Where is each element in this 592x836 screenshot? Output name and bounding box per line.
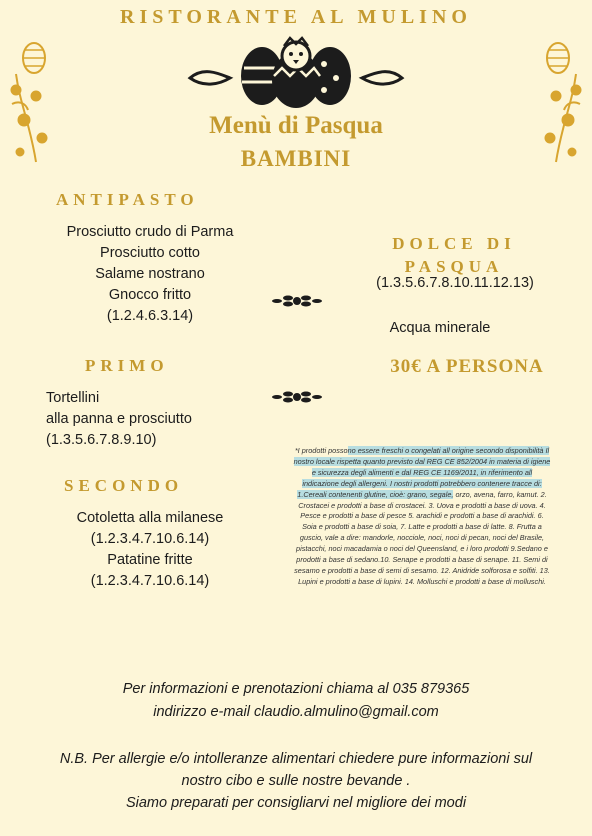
contact-info: Per informazioni e prenotazioni chiama al 035 879365 <box>122 681 470 697</box>
list-item: Cotoletta alla milanese <box>76 510 224 526</box>
allergen-codes: (1.2.3.4.7.10.6.14) <box>90 531 210 547</box>
allergen-note-highlight: no essere freschi o congelati all origine secondo disponibilità Il nostro locale rispetta quanto previsto dal REG CE 852/2004 in materia di igiene e sicurezza degli alimenti e dal REG CE 1169/2011, in riferimento all indicazione degli allergeni. I nostri prodotti potrebbero contenere tracce di: 1.Cereali contenenti glutine, cioè: grano, segale, <box>293 446 551 499</box>
list-item: Salame nostrano <box>95 266 205 282</box>
leaf-divider-icon <box>270 388 324 406</box>
allergen-codes: (1.3.5.6.7.8.10.11.12.13) <box>376 275 534 291</box>
dolce-heading-line1: DOLCE DI <box>392 234 516 253</box>
primo-heading: PRIMO <box>85 356 169 375</box>
allergy-notice-line: Siamo preparati per consigliarvi nel migliore dei modi <box>125 795 467 811</box>
allergy-notice-line: nostro cibo e sulle nostre bevande . <box>181 773 411 789</box>
allergen-codes: (1.3.5.6.7.8.9.10) <box>46 432 157 448</box>
menu-subtitle: BAMBINI <box>240 146 352 171</box>
secondo-list <box>40 508 260 592</box>
list-item: Tortellini <box>46 390 100 406</box>
list-item: Prosciutto cotto <box>100 245 200 261</box>
primo-list <box>46 388 192 451</box>
floral-corner-right-icon <box>536 34 586 164</box>
drink-item: Acqua minerale <box>389 320 491 336</box>
secondo-heading: SECONDO <box>64 476 184 495</box>
restaurant-name: RISTORANTE AL MULINO <box>120 6 472 28</box>
dolce-heading <box>370 232 538 278</box>
list-item: alla panna e prosciutto <box>46 411 192 427</box>
price: 30€ A PERSONA <box>390 356 544 377</box>
menu-title: Menù di Pasqua <box>209 112 383 139</box>
allergen-codes: (1.2.3.4.7.10.6.14) <box>90 573 210 589</box>
leaf-divider-icon <box>270 292 324 310</box>
allergen-note <box>293 446 551 588</box>
allergen-note-end: orzo, avena, farro, kamut. 2. Crostacei e prodotti a base di crostacei. 3. Uova e prodotti a base di uova. 4. Pesce e prodotti a base di pesce 5. arachidi e prodotti a base di arachidi. 6. Soia e prodotti a base di soia, 7. Latte e prodotti a base di latte. 8. Frutta a guscio, vale a dire: mandorle, nocciole, noci, noci di pecan, noci del Brasile, pistacchi, noci macadamia o noci del Queensland, e i loro prodotti 9.Sedano e prodotti a base di sedano.10. Senape e prodotti a base di senape. 11. Semi di sesamo e prodotti a base di semi di sesamo. 12. Anidride solforosa e solfiti. 13. Lupini e prodotti a base di lupini. 14. Molluschi e prodotti a base di molluschi. <box>294 489 550 586</box>
antipasto-list <box>40 222 260 327</box>
contact-email: indirizzo e-mail claudio.almulino@gmail.com <box>153 704 439 720</box>
list-item: Gnocco fritto <box>108 287 192 303</box>
floral-corner-left-icon <box>6 34 56 164</box>
antipasto-heading: ANTIPASTO <box>56 190 199 209</box>
list-item: Prosciutto crudo di Parma <box>66 224 234 240</box>
list-item: Patatine fritte <box>107 552 193 568</box>
easter-eggs-illustration-icon <box>184 34 408 110</box>
allergen-codes: (1.2.4.6.3.14) <box>106 308 194 324</box>
allergen-note-start: *I prodotti posso <box>294 446 348 455</box>
dolce-heading-line2: PASQUA <box>404 257 504 276</box>
allergy-notice-line: N.B. Per allergie e/o intolleranze alimentari chiedere pure informazioni sul <box>59 751 533 767</box>
